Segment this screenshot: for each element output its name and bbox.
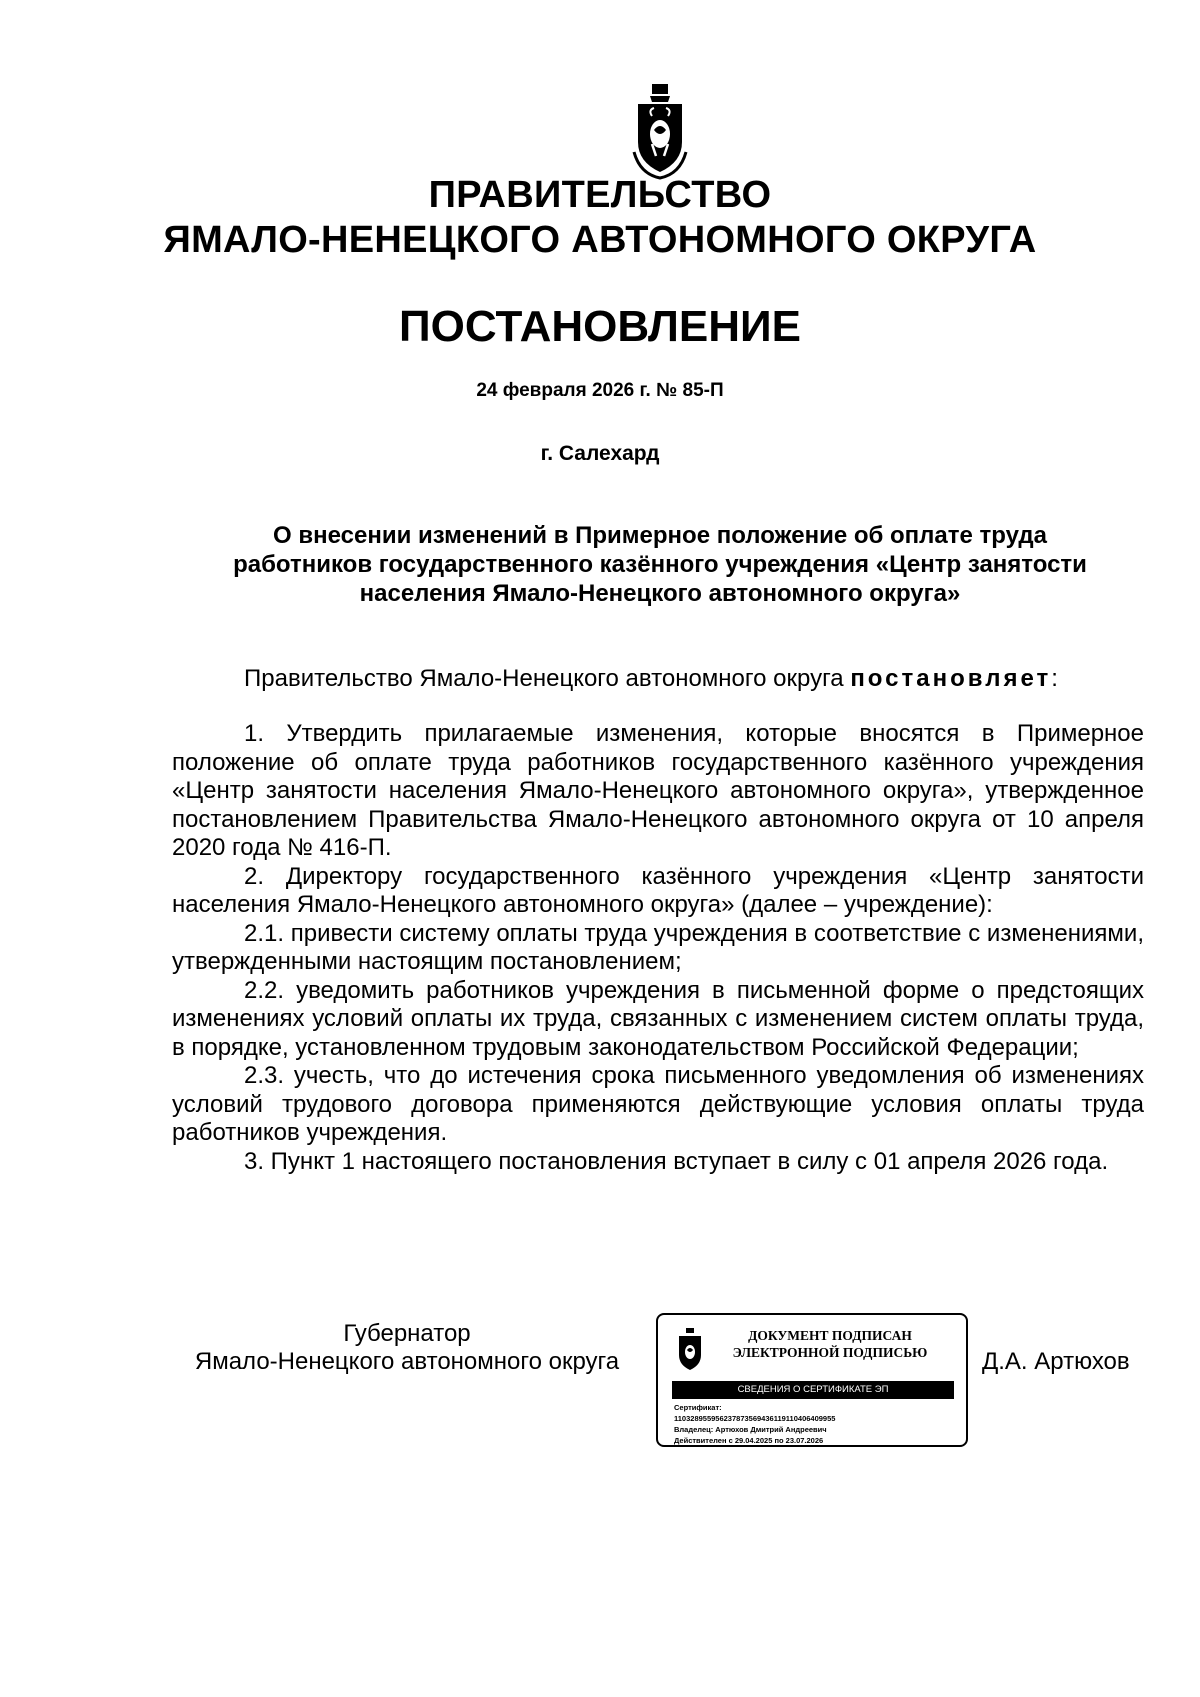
signatory-name: Д.А. Артюхов	[982, 1348, 1130, 1375]
coat-of-arms-emblem-icon	[630, 82, 690, 180]
subject-line: населения Ямало-Ненецкого автономного округа»	[359, 580, 961, 607]
clause-paragraph: 2. Директору государственного казённого учреждения «Центр занятости населения Ямало-Ненецкого автономного округа» (далее – учреждение):	[172, 862, 1144, 918]
electronic-signature-stamp	[656, 1313, 968, 1447]
clause-paragraph: 3. Пункт 1 настоящего постановления вступает в силу с 01 апреля 2026 года.	[244, 1147, 1109, 1175]
clause-paragraph: 2.1. привести систему оплаты труда учреждения в соответствие с изменениями, утвержденными настоящим постановлением;	[172, 919, 1144, 975]
certificate-number: 11032895595623787356943611911040640995​5	[674, 1414, 836, 1423]
city: г. Салехард	[540, 442, 660, 465]
subject-line: работников государственного казённого учреждения «Центр занятости	[233, 551, 1087, 578]
signatory-title-line: Губернатор	[343, 1320, 471, 1347]
certificate-owner: Владелец: Артюхов Дмитрий Андреевич	[674, 1425, 827, 1434]
organization-name-line1: ПРАВИТЕЛЬСТВО	[428, 174, 772, 216]
preamble-keyword: постановляет	[850, 665, 1052, 692]
clause-paragraph: 1. Утвердить прилагаемые изменения, которые вносятся в Примерное положение об оплате труда работников государственного казённого учреждения «Центр занятости населения Ямало-Ненецкого автономного округа», утвержденное постановлением Правительства Ямало-Ненецкого автономного округа от 10 апреля 2020 года № 416-П.	[172, 720, 1144, 861]
stamp-heading-line: ДОКУМЕНТ ПОДПИСАН	[748, 1328, 912, 1343]
certificate-validity: Действителен с 29.04.2025 по 23.07.2026	[674, 1436, 824, 1445]
stamp-heading-line: ЭЛЕКТРОННОЙ ПОДПИСЬЮ	[732, 1345, 928, 1360]
signatory-title-line: Ямало-Ненецкого автономного округа	[194, 1348, 620, 1375]
certificate-label: Сертификат:	[674, 1403, 722, 1412]
clause-paragraph: 2.2. уведомить работников учреждения в письменной форме о предстоящих изменениях условий оплаты их труда, связанных с изменением систем оплаты труда, в порядке, установленном трудовым законодательством Российской Федерации;	[172, 976, 1144, 1061]
preamble-tail: :	[1051, 665, 1058, 692]
signatory-title	[172, 1320, 642, 1376]
coat-of-arms-small-icon	[676, 1327, 704, 1373]
stamp-certificate-bar: СВЕДЕНИЯ О СЕРТИФИКАТЕ ЭП	[672, 1381, 954, 1399]
stamp-certificate-details	[674, 1402, 835, 1446]
clauses	[172, 720, 1144, 1176]
clause-paragraph: 2.3. учесть, что до истечения срока письменного уведомления об изменениях условий трудового договора применяются действующие условия оплаты труда работников учреждения.	[172, 1062, 1144, 1146]
organization-name-line2: ЯМАЛО-НЕНЕЦКОГО АВТОНОМНОГО ОКРУГА	[163, 219, 1037, 261]
preamble-lead: Правительство Ямало-Ненецкого автономного округа	[244, 665, 851, 692]
document-subject	[160, 521, 1160, 608]
subject-line: О внесении изменений в Примерное положение об оплате труда	[273, 522, 1047, 549]
preamble	[172, 665, 1144, 694]
document-type: ПОСТАНОВЛЕНИЕ	[398, 302, 802, 351]
stamp-heading	[720, 1327, 940, 1361]
date-and-number: 24 февраля 2026 г. № 85-П	[476, 380, 724, 401]
